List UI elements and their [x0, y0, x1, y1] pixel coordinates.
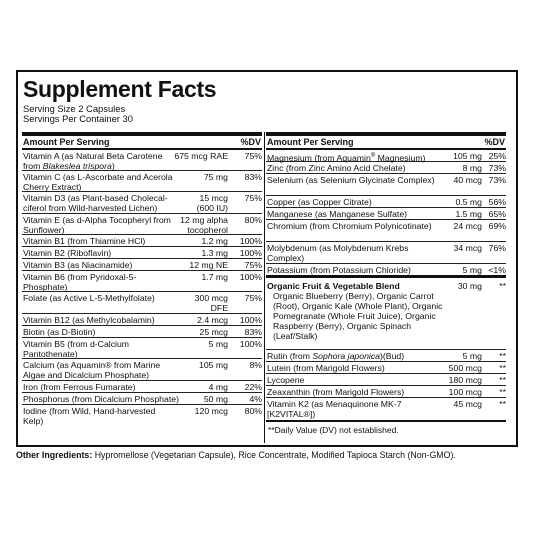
- nutrient-amount: 50 mg: [203, 394, 228, 404]
- nutrient-name: Manganese (as Manganese Sulfate): [267, 209, 408, 219]
- nutrient-row: [22, 259, 262, 271]
- nutrient-amount: 15 mcg (600 IU): [196, 193, 228, 213]
- nutrient-name: Vitamin K2 (as Menaquinone MK-7 [K2VITAL®]): [267, 399, 402, 419]
- nutrient-name: Vitamin B2 (Riboflavin): [23, 248, 112, 258]
- nutrient-amount: 1.7 mg: [201, 272, 228, 282]
- blend-amount: 30 mg: [457, 281, 482, 291]
- other-ingredients-label: Other Ingredients:: [16, 450, 93, 460]
- panel-title: Supplement Facts: [23, 76, 217, 102]
- nutrient-row: [22, 171, 262, 192]
- nutrient-amount: 40 mcg: [453, 175, 482, 185]
- nutrient-amount: 300 mcg DFE: [194, 293, 228, 313]
- nutrient-row: [22, 247, 262, 259]
- nutrient-dv: 73%: [488, 163, 506, 173]
- nutrient-amount: 34 mcg: [453, 243, 482, 253]
- nutrient-name: Vitamin B5 (from d-Calcium Pantothenate): [23, 339, 130, 359]
- nutrient-name: Vitamin E (as d-Alpha Tocopheryl from Sunflower): [23, 215, 171, 235]
- servings-per-container: Servings Per Container 30: [23, 113, 133, 124]
- nutrient-row: [266, 208, 506, 220]
- nutrient-name: Lutein (from Marigold Flowers): [267, 363, 385, 373]
- nutrient-dv: 76%: [488, 243, 506, 253]
- nutrient-row: [22, 292, 262, 314]
- nutrient-amount: 1.3 mg: [201, 248, 228, 258]
- nutrient-name: Vitamin D3 (as Plant-based Cholecal-ciferol from Wild-harvested Lichen): [23, 193, 168, 213]
- nutrient-row: [266, 196, 506, 208]
- blend-name: Organic Fruit & Vegetable Blend: [267, 281, 400, 291]
- nutrient-amount: 675 mcg RAE: [174, 151, 228, 161]
- dv-footnote: **Daily Value (DV) not established.: [268, 425, 399, 435]
- nutrient-dv: 75%: [244, 193, 262, 203]
- nutrient-name: Lycopene: [267, 375, 305, 385]
- nutrient-name: Zeaxanthin (from Marigold Flowers): [267, 387, 405, 397]
- nutrient-name: Vitamin B3 (as Niacinamide): [23, 260, 133, 270]
- nutrient-name: Phosphorus (from Dicalcium Phosphate): [23, 394, 179, 404]
- nutrient-dv: 100%: [239, 236, 262, 246]
- nutrient-dv: 100%: [239, 272, 262, 282]
- nutrient-amount: 0.5 mg: [455, 197, 482, 207]
- nutrient-dv: 8%: [249, 360, 262, 370]
- right-column-header: [266, 132, 506, 150]
- nutrient-row: [22, 338, 262, 359]
- nutrient-amount: 5 mg: [462, 351, 482, 361]
- left-column-header: [22, 132, 262, 150]
- nutrient-amount: 25 mcg: [199, 327, 228, 337]
- other-ingredients-text: Hypromellose (Vegetarian Capsule), Rice Concentrate, Modified Tapioca Starch (Non-GMO).: [92, 450, 456, 460]
- nutrient-row: [266, 162, 506, 174]
- nutrient-amount: 105 mg: [199, 360, 228, 370]
- nutrient-dv: <1%: [488, 265, 506, 275]
- nutrient-dv: **: [499, 387, 506, 397]
- nutrient-amount: 8 mg: [462, 163, 482, 173]
- nutrient-name: Vitamin B12 (as Methylcobalamin): [23, 315, 155, 325]
- nutrient-amount: 1.2 mg: [201, 236, 228, 246]
- nutrient-amount: 12 mg alpha tocopherol: [180, 215, 228, 235]
- nutrient-row: [266, 374, 506, 386]
- nutrient-amount: 5 mg: [208, 339, 228, 349]
- nutrient-row: [22, 359, 262, 381]
- blend-dv: **: [499, 281, 506, 291]
- nutrient-name: Folate (as Active L-5-Methylfolate): [23, 293, 155, 303]
- nutrient-name: Vitamin B1 (from Thiamine HCl): [23, 236, 146, 246]
- nutrient-dv: 100%: [239, 315, 262, 325]
- nutrient-dv: 75%: [244, 260, 262, 270]
- other-ingredients: [16, 450, 456, 460]
- nutrient-name: Calcium (as Aquamin® from Marine Algae and Dicalcium Phosphate): [23, 360, 161, 380]
- nutrient-name: Iodine (from Wild, Hand-harvested Kelp): [23, 406, 156, 426]
- nutrient-amount: 75 mg: [203, 172, 228, 182]
- nutrient-dv: 25%: [488, 151, 506, 161]
- nutrient-row: [22, 235, 262, 247]
- nutrient-row: [266, 264, 506, 278]
- nutrient-row: [266, 174, 506, 196]
- nutrient-dv: 75%: [244, 293, 262, 303]
- blend-ingredients: Organic Blueberry (Berry), Organic Carrot (Root), Organic Kale (Whole Plant), Organic Pomegranate (Whole Fruit Juice), Organic Raspberry (Berry), Organic Spinach (Leaf/Stalk): [273, 291, 443, 341]
- nutrient-name: Potassium (from Potassium Chloride): [267, 265, 411, 275]
- nutrient-dv: 73%: [488, 175, 506, 185]
- nutrient-amount: 2.4 mcg: [197, 315, 228, 325]
- nutrient-row: [22, 192, 262, 214]
- nutrient-name: Iron (from Ferrous Fumarate): [23, 382, 136, 392]
- nutrient-dv: 100%: [239, 339, 262, 349]
- nutrient-dv: 83%: [244, 327, 262, 337]
- dv-header: %DV: [240, 137, 261, 147]
- nutrient-row: [22, 405, 262, 426]
- nutrient-row: [22, 381, 262, 393]
- nutrient-row: [266, 150, 506, 162]
- nutrient-amount: 4 mg: [208, 382, 228, 392]
- nutrient-name: Vitamin C (as L-Ascorbate and Acerola Cherry Extract): [23, 172, 173, 192]
- nutrient-row: [22, 393, 262, 405]
- nutrient-name: Chromium (from Chromium Polynicotinate): [267, 221, 432, 231]
- nutrient-name: Biotin (as D-Biotin): [23, 327, 96, 337]
- nutrient-name: Copper (as Copper Citrate): [267, 197, 372, 207]
- nutrient-dv: 75%: [244, 151, 262, 161]
- nutrient-dv: **: [499, 375, 506, 385]
- nutrient-amount: 180 mcg: [448, 375, 482, 385]
- nutrient-amount: 24 mcg: [453, 221, 482, 231]
- nutrient-row: [266, 398, 506, 422]
- nutrient-row: [22, 214, 262, 235]
- nutrient-row: [22, 150, 262, 171]
- nutrient-name: Selenium (as Selenium Glycinate Complex): [267, 175, 435, 185]
- serving-size: Serving Size 2 Capsules: [23, 103, 126, 114]
- nutrient-row: [22, 271, 262, 292]
- nutrient-row: [266, 350, 506, 362]
- nutrient-dv: 22%: [244, 382, 262, 392]
- nutrient-dv: **: [499, 363, 506, 373]
- nutrient-name: Vitamin A (as Natural Beta Carotene from Blakeslea trispora): [23, 151, 163, 171]
- nutrient-row: [22, 314, 262, 326]
- nutrient-amount: 500 mcg: [448, 363, 482, 373]
- nutrient-row: [266, 386, 506, 398]
- nutrient-row: [22, 326, 262, 338]
- nutrient-amount: 45 mcg: [453, 399, 482, 409]
- nutrient-dv: 80%: [244, 406, 262, 416]
- nutrient-amount: 105 mg: [453, 151, 482, 161]
- nutrient-amount: 5 mg: [462, 265, 482, 275]
- nutrient-dv: 65%: [488, 209, 506, 219]
- nutrient-amount: 120 mcg: [194, 406, 228, 416]
- nutrient-amount: 100 mcg: [448, 387, 482, 397]
- blend-row: [266, 280, 506, 350]
- nutrient-dv: 100%: [239, 248, 262, 258]
- nutrient-dv: 69%: [488, 221, 506, 231]
- amount-header: Amount Per Serving: [23, 137, 110, 147]
- nutrient-dv: 56%: [488, 197, 506, 207]
- nutrient-amount: 1.5 mg: [455, 209, 482, 219]
- nutrient-amount: 12 mg NE: [189, 260, 228, 270]
- nutrient-name: Rutin (from Sophora japonica)(Bud): [267, 351, 405, 361]
- nutrient-dv: **: [499, 399, 506, 409]
- nutrient-dv: 83%: [244, 172, 262, 182]
- nutrient-row: [266, 362, 506, 374]
- nutrient-row: [266, 242, 506, 264]
- nutrient-dv: 4%: [249, 394, 262, 404]
- nutrient-dv: 80%: [244, 215, 262, 225]
- nutrient-name: Zinc (from Zinc Amino Acid Chelate): [267, 163, 406, 173]
- nutrient-row: [266, 220, 506, 242]
- nutrient-name: Vitamin B6 (from Pyridoxal-5-Phosphate): [23, 272, 137, 292]
- nutrient-dv: **: [499, 351, 506, 361]
- amount-header: Amount Per Serving: [267, 137, 354, 147]
- dv-header: %DV: [484, 137, 505, 147]
- supplement-facts-panel: [16, 70, 518, 447]
- nutrient-name: Magnesium (from Aquamin® Magnesium): [267, 152, 426, 163]
- nutrient-name: Molybdenum (as Molybdenum Krebs Complex): [267, 243, 409, 263]
